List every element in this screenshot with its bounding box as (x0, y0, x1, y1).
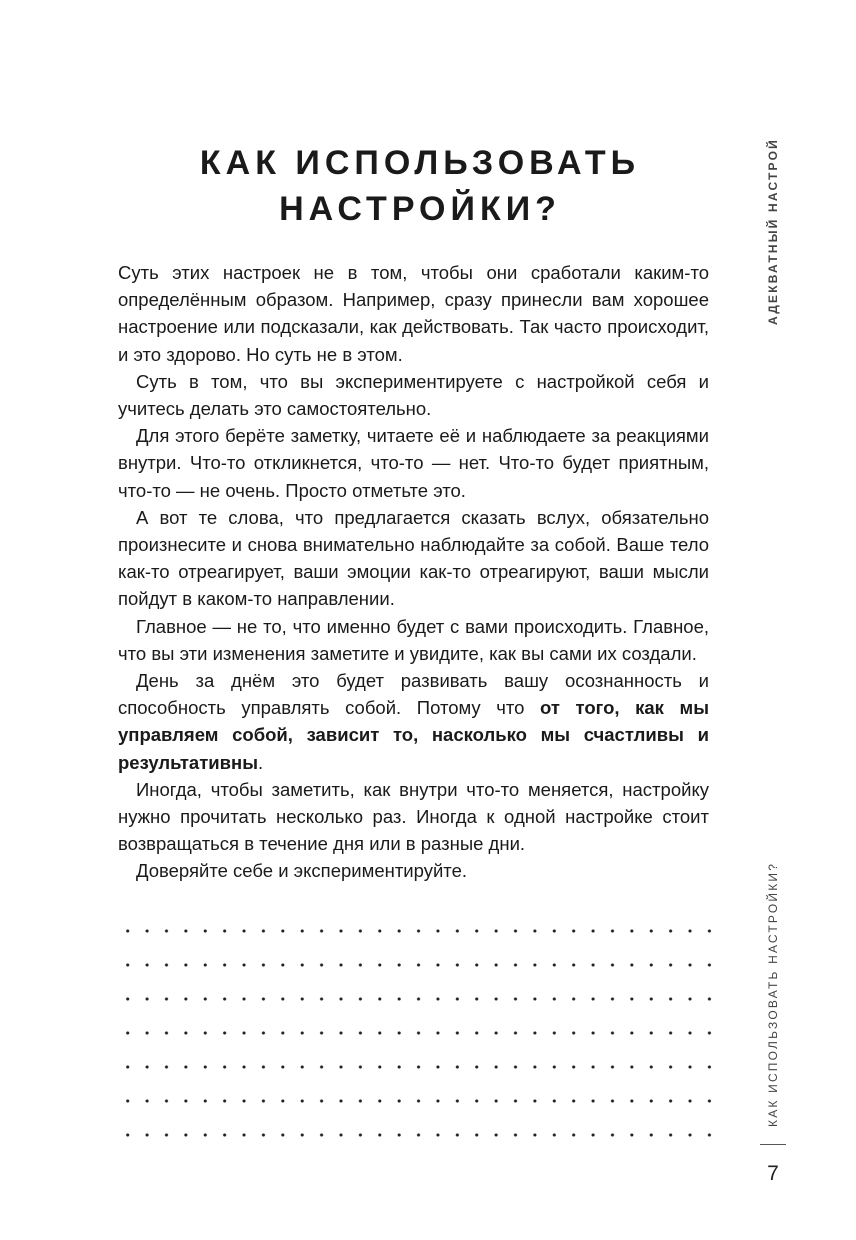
section-running-header: АДЕКВАТНЫЙ НАСТРОЙ (766, 138, 780, 325)
paragraph-2: Суть в том, что вы экспериментируете с настройкой себя и учитесь делать это самостоятельно. (118, 370, 709, 420)
paragraph-5: Главное — не то, что именно будет с вами происходить. Главное, что вы эти изменения заметите и увидите, как вы сами их создали. (118, 615, 709, 664)
page-title (150, 140, 690, 232)
paragraph-4: А вот те слова, что предлагается сказать вслух, обязательно произнесите и снова внимательно наблюдайте за собой. Ваше тело как-то отреагирует, ваши эмоции как-то отреагируют, ваши мысли пойдут в каком-то направлении. (118, 506, 709, 610)
paragraph-6-text-before: День за днём это будет развивать вашу осознанность и способность управлять собой. Потому что (118, 670, 709, 719)
dot-row (118, 1084, 718, 1118)
dot-row (118, 1118, 718, 1152)
paragraph-1: Суть этих настроек не в том, чтобы они сработали каким-то определённым образом. Например, сразу принесли вам хорошее настроение или подсказали, как действовать. Так часто происходит, и это здорово. Но суть не в этом. (118, 262, 709, 365)
dot-grid-notes-area (118, 914, 718, 1152)
body-text (118, 259, 709, 885)
dot-row (118, 1016, 718, 1050)
dot-row (118, 948, 718, 982)
paragraph-3: Для этого берёте заметку, читаете её и наблюдаете за реакциями внутри. Что-то откликнется, что-то — нет. Что-то будет приятным, что-то — не очень. Просто отметьте это. (118, 425, 709, 501)
paragraph-6-text-after: . (258, 751, 264, 773)
dot-row (118, 982, 718, 1016)
title-line-2: НАСТРОЙКИ? (279, 190, 561, 228)
paragraph-7: Иногда, чтобы заметить, как внутри что-то меняется, настройку нужно прочитать несколько раз. Иногда к одной настройке стоит возвращаться в течение дня или в разные дни. (118, 778, 709, 855)
paragraph-6 (118, 667, 709, 776)
dot-row (118, 914, 718, 948)
chapter-running-header: КАК ИСПОЛЬЗОВАТЬ НАСТРОЙКИ? (766, 861, 780, 1127)
title-line-1: КАК ИСПОЛЬЗОВАТЬ (199, 144, 641, 182)
dot-row (118, 1050, 718, 1084)
page-number: 7 (767, 1162, 779, 1185)
page-number-divider (760, 1144, 786, 1145)
paragraph-6-bold-emphasis: от того, как мы управляем собой, зависит то, насколько мы счастливы и результативны (118, 697, 709, 773)
paragraph-8: Доверяйте себе и экспериментируйте. (136, 860, 467, 882)
